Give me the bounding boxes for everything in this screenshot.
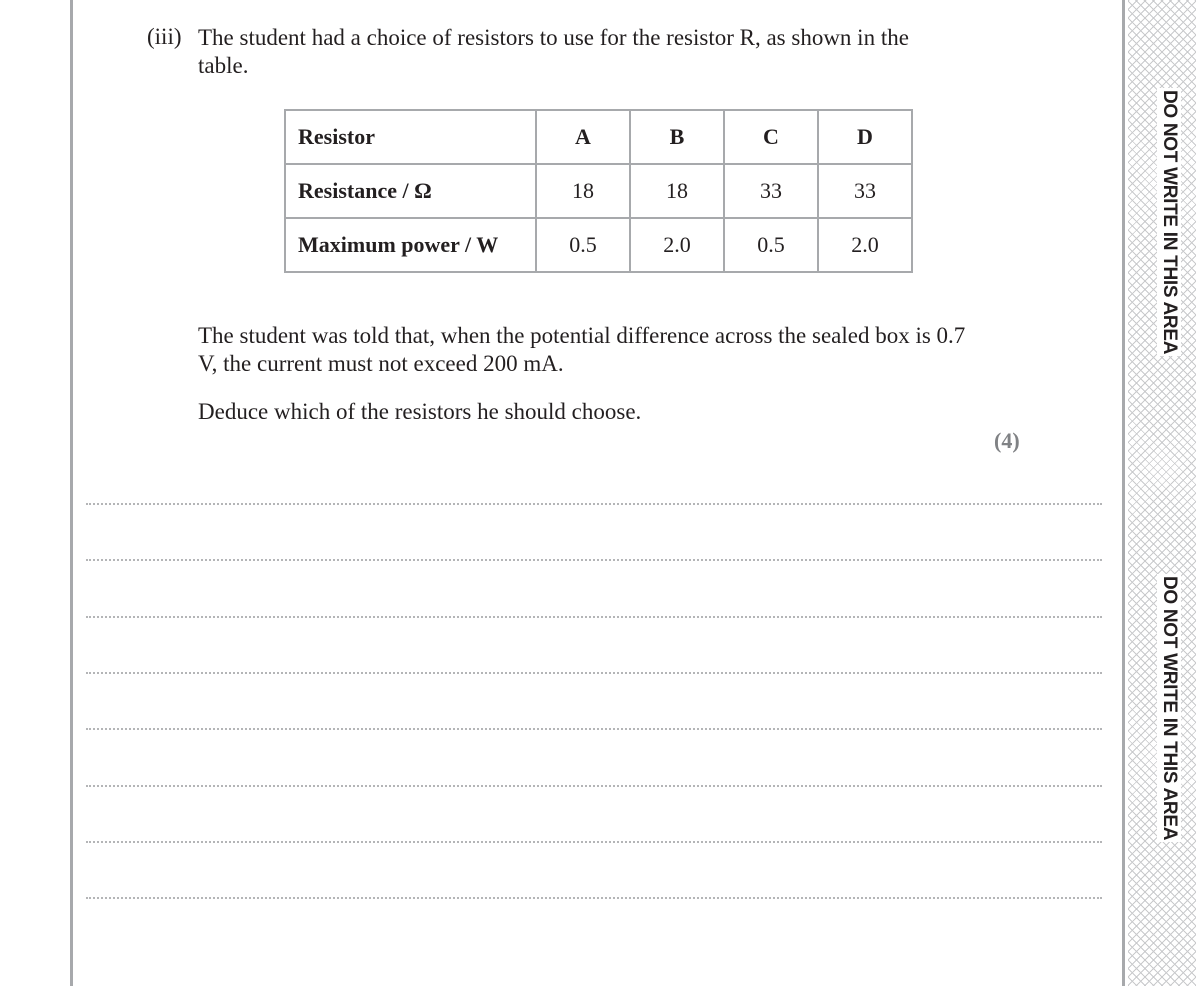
answer-line[interactable] [86, 503, 1102, 505]
table-cell: 18 [630, 164, 724, 218]
answer-line[interactable] [86, 897, 1102, 899]
answer-line[interactable] [86, 616, 1102, 618]
table-header-row [285, 110, 912, 164]
instruction-paragraph: The student was told that, when the potential difference across the sealed box is 0.7 V, the current must not exceed 200 mA. [198, 323, 966, 376]
margin-warning-top: DO NOT WRITE IN THIS AREA [1159, 90, 1180, 355]
answer-line[interactable] [86, 841, 1102, 843]
table-cell: 18 [536, 164, 630, 218]
table-cell: 33 [818, 164, 912, 218]
answer-line[interactable] [86, 785, 1102, 787]
column-header-c: C [724, 110, 818, 164]
table-cell: 0.5 [536, 218, 630, 272]
column-header-b: B [630, 110, 724, 164]
table-row-resistance [285, 164, 912, 218]
table-row-max-power [285, 218, 912, 272]
question-number: (iii) [147, 24, 182, 49]
row-label-max-power: Maximum power / W [285, 218, 536, 272]
task-prompt: Deduce which of the resistors he should choose. [198, 399, 642, 424]
header-label: Resistor [285, 110, 536, 164]
table-cell: 0.5 [724, 218, 818, 272]
column-header-a: A [536, 110, 630, 164]
answer-line[interactable] [86, 559, 1102, 561]
resistor-table [284, 109, 913, 273]
answer-line[interactable] [86, 728, 1102, 730]
page-border-right [1122, 0, 1125, 986]
column-header-d: D [818, 110, 912, 164]
question-text: The student had a choice of resistors to use for the resistor R, as shown in the table. [198, 25, 909, 78]
table-cell: 2.0 [630, 218, 724, 272]
row-label-resistance: Resistance / Ω [285, 164, 536, 218]
table-cell: 33 [724, 164, 818, 218]
page-border-left [70, 0, 73, 986]
marks-allocation: (4) [994, 428, 1020, 453]
table-cell: 2.0 [818, 218, 912, 272]
answer-line[interactable] [86, 672, 1102, 674]
margin-warning-bottom: DO NOT WRITE IN THIS AREA [1159, 576, 1180, 841]
